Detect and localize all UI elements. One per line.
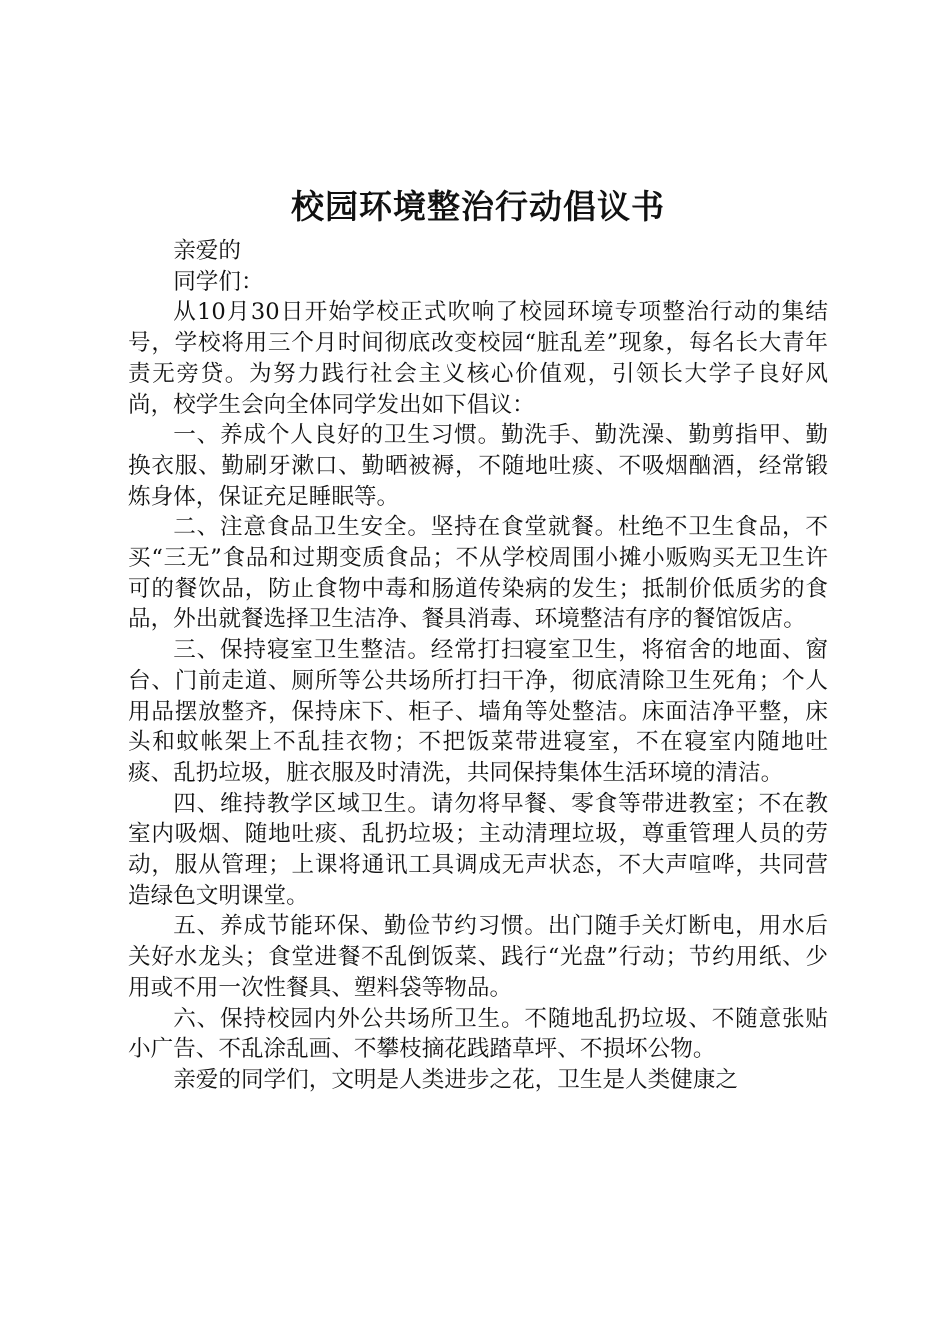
paragraph-item-5: 五、养成节能环保、勤俭节约习惯。出门随手关灯断电，用水后关好水龙头；食堂进餐不乱倒饭菜、践行“光盘”行动；节约用纸、少用或不用一次性餐具、塑料袋等物品。 xyxy=(128,913,828,1001)
paragraph-item-4: 四、维持教学区域卫生。请勿将早餐、零食等带进教室；不在教室内吸烟、随地吐痰、乱扔垃圾；主动清理垃圾，尊重管理人员的劳动，服从管理；上课将通讯工具调成无声状态，不大声喧哗，共同营造绿色文明课堂。 xyxy=(128,790,828,909)
paragraph-closing: 亲爱的同学们，文明是人类进步之花，卫生是人类健康之 xyxy=(173,1066,739,1093)
salutation-line-2: 同学们： xyxy=(173,268,264,295)
paragraph-item-2: 二、注意食品卫生安全。坚持在食堂就餐。杜绝不卫生食品，不买“三无”食品和过期变质食品；不从学校周围小摊小贩购买无卫生许可的餐饮品，防止食物中毒和肠道传染病的发生；抵制价低质劣的食品，外出就餐选择卫生洁净、餐具消毒、环境整洁有序的餐馆饭店。 xyxy=(128,514,828,633)
document-title: 校园环境整治行动倡议书 xyxy=(291,187,665,226)
salutation-line-1: 亲爱的 xyxy=(173,238,241,264)
document-page xyxy=(128,182,828,1096)
paragraph-item-6: 六、保持校园内外公共场所卫生。不随地乱扔垃圾、不随意张贴小广告、不乱涂乱画、不攀枝摘花践踏草坪、不损坏公物。 xyxy=(128,1005,828,1063)
paragraph-intro: 从10月30日开始学校正式吹响了校园环境专项整治行动的集结号，学校将用三个月时间彻底改变校园“脏乱差”现象，每名长大青年责无旁贷。为努力践行社会主义核心价值观，引领长大学子良好风尚，校学生会向全体同学发出如下倡议： xyxy=(128,299,828,418)
paragraph-item-1: 一、养成个人良好的卫生习惯。勤洗手、勤洗澡、勤剪指甲、勤换衣服、勤刷牙漱口、勤晒被褥，不随地吐痰、不吸烟酗酒，经常锻炼身体，保证充足睡眠等。 xyxy=(128,422,828,510)
paragraph-item-3: 三、保持寝室卫生整洁。经常打扫寝室卫生，将宿舍的地面、窗台、门前走道、厕所等公共场所打扫干净，彻底清除卫生死角；个人用品摆放整齐，保持床下、柜子、墙角等处整洁。床面洁净平整，床头和蚊帐架上不乱挂衣物；不把饭菜带进寝室，不在寝室内随地吐痰、乱扔垃圾，脏衣服及时清洗，共同保持集体生活环境的清洁。 xyxy=(128,637,828,786)
